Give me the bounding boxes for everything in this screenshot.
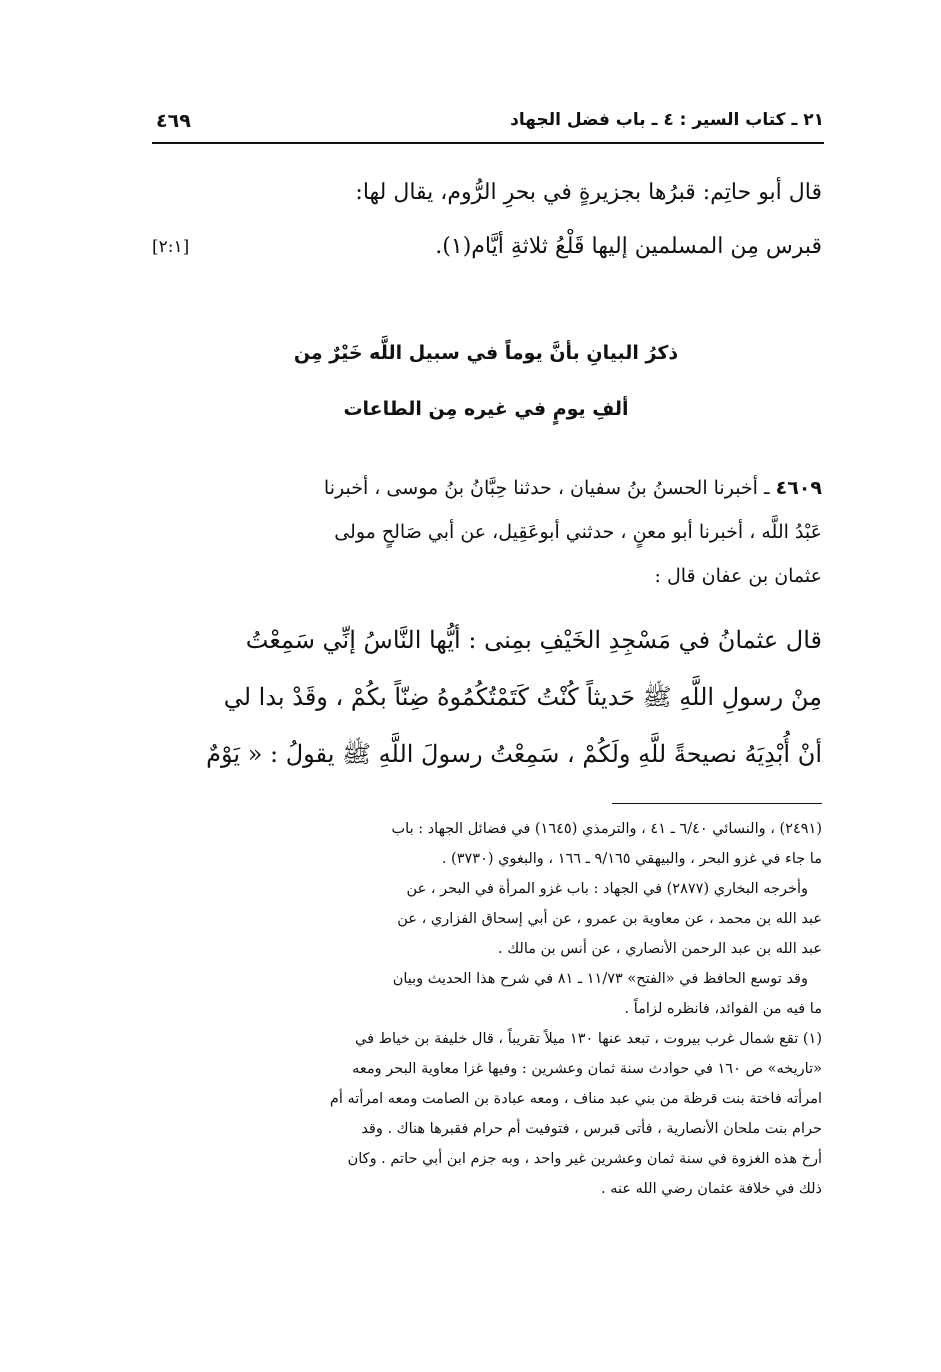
footnote-line: حرام بنت ملحان الأنصارية ، فأتى قبرس ، فتوفيت أم حرام فقبرها هناك . وقد [361,1121,822,1137]
footnote-line: ما جاء في غزو البحر ، والبيهقي ٩/١٦٥ ـ ١٦٦ ، والبغوي (٣٧٣٠) . [441,851,822,867]
intro-line-2-row [150,220,822,274]
footnote-line: ذلك في خلافة عثمان رضي الله عنه . [600,1181,822,1197]
isnad-line-1 [150,466,822,510]
section-heading-line-1: ذكرُ البيانِ بأنَّ يوماً في سبيل اللَّه خَيْرٌ مِن [293,342,679,364]
matn-line-3: أنْ أُبْدِيَهُ نصيحةً للَّهِ ولَكُمْ ، سَمِعْتُ رسولَ اللَّهِ ﷺ يقولُ : « يَوْمٌ [206,740,822,768]
intro-reference: [٢:١] [152,237,190,257]
page-number: ٤٦٩ [156,110,191,132]
footnote-line: امرأته فاختة بنت قرظة من بني عبد مناف ، ومعه عبادة بن الصامت ومعه امرأته أم [329,1091,822,1107]
footnote-line: وقد توسع الحافظ في «الفتح» ١١/٧٣ ـ ٨١ في شرح هذا الحديث وبيان [392,971,808,987]
hadith-isnad [150,466,822,598]
isnad-line-3: عثمان بن عفان قال : [654,565,822,587]
running-head-title: ٢١ ـ كتاب السير : ٤ ـ باب فضل الجهاد [510,110,824,130]
footnote-rule [612,803,822,804]
footnote-line: ما فيه من الفوائد، فانظره لزاماً . [624,1001,822,1017]
footnote-line: أرخ هذه الغزوة في سنة ثمان وعشرين غير واحد ، وبه جزم ابن أبي حاتم . وكان [347,1151,822,1167]
footnote-line: عبد الله بن عبد الرحمن الأنصاري ، عن أنس بن مالك . [497,941,822,957]
header-rule [152,142,824,144]
footnote-line: (٢٤٩١) ، والنسائي ٦/٤٠ ـ ٤١ ، والترمذي (١٦٤٥) في فضائل الجهاد : باب [391,821,822,837]
isnad-line-2: عَبْدُ اللَّه ، أخبرنا أبو معنٍ ، حدثني أبوعَقِيل، عن أبي صَالحٍ مولى [334,521,822,543]
footnote-line: (١) تقع شمال غرب بيروت ، تبعد عنها ١٣٠ ميلاً تقريباً ، قال خليفة بن خياط في [354,1031,822,1047]
intro-line-1: قال أبو حاتِم: قبرُها بجزيرةٍ في بحرِ الرُّوم، يقال لها: [355,180,822,205]
footnote-line: وأخرجه البخاري (٢٨٧٧) في الجهاد : باب غزو المرأة في البحر ، عن [406,881,808,897]
intro-paragraph [150,166,822,274]
hadith-matn [150,612,822,783]
section-heading [150,325,822,437]
intro-line-2: قبرس مِن المسلمين إليها قَلْعُ ثلاثةِ أيَّام(١). [435,234,822,259]
matn-line-2: مِنْ رسولِ اللَّهِ ﷺ حَديثاً كُنْتُ كَتَمْتُكُمُوهُ ضِنّاً بكُمْ ، وقَدْ بدا لي [223,683,822,711]
footnote-line: عبد الله بن محمد ، عن معاوية بن عمرو ، عن أبي إسحاق الفزاري ، عن [397,911,822,927]
section-heading-line-2: ألفِ يومٍ في غيره مِن الطاعات [343,398,629,420]
matn-line-1: قال عثمانُ في مَسْجِدِ الخَيْفِ بمِنى : أيُّها النَّاسُ إنِّي سَمِعْتُ [245,626,822,654]
footnote-line: «تاريخه» ص ١٦٠ في حوادث سنة ثمان وعشرين : وفيها غزا معاوية البحر ومعه [352,1061,822,1077]
isnad-line-1-text: ـ أخبرنا الحسنُ بنُ سفيان ، حدثنا حِبَّانُ بنُ موسى ، أخبرنا [323,477,770,499]
hadith-number: ٤٦٠٩ [775,477,822,499]
running-head [152,110,824,144]
footnotes [150,814,822,1204]
